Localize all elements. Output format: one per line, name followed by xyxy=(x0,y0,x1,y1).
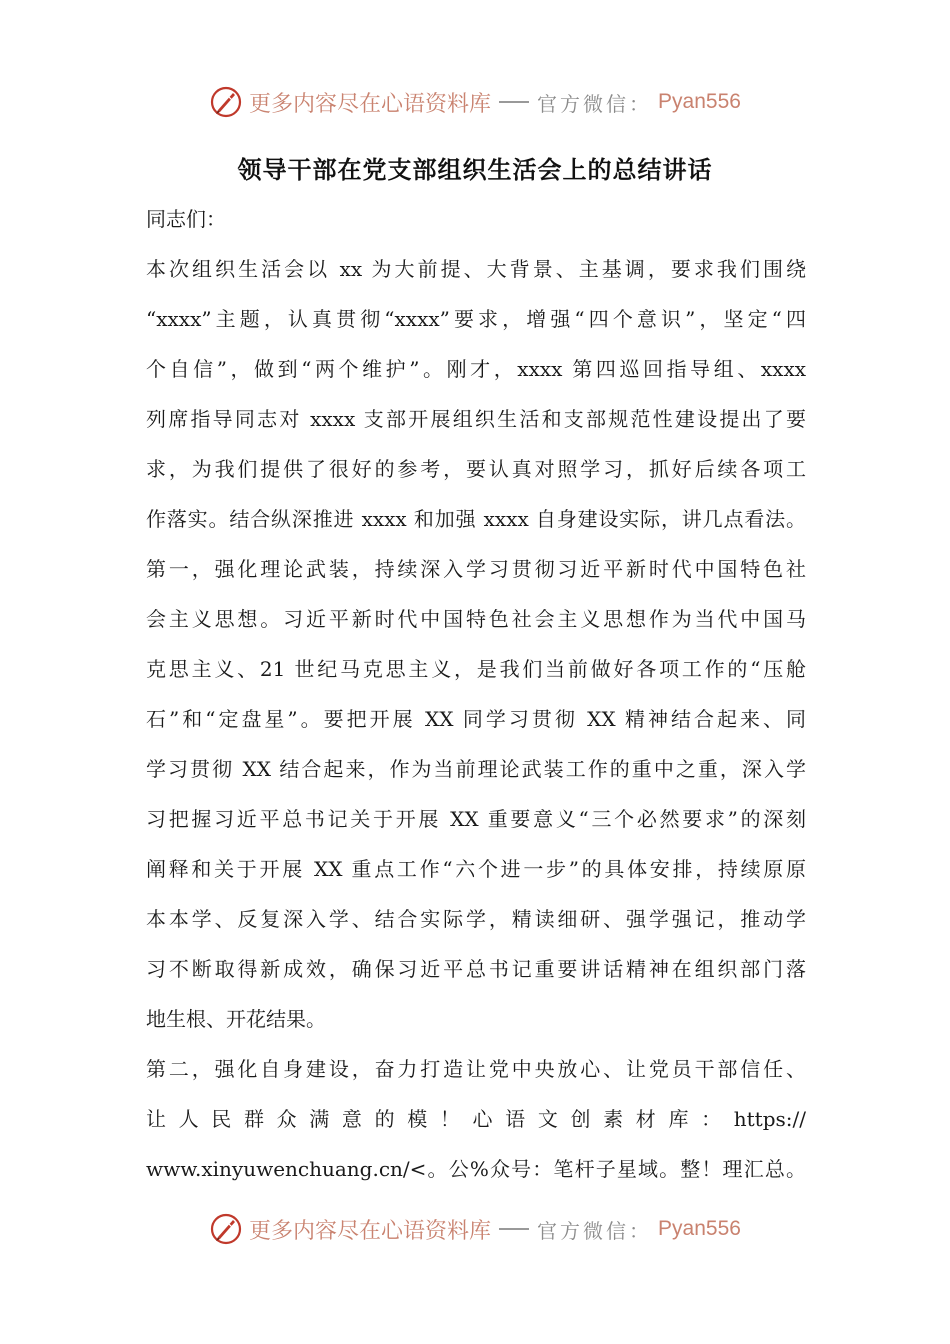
banner-brand-text: 更多内容尽在心语资料库 xyxy=(249,1218,492,1244)
banner-divider xyxy=(499,1228,529,1230)
quill-pen-logo-icon xyxy=(209,85,243,119)
body-line: 让人民群众满意的模！心语文创素材库：https:// xyxy=(146,1107,806,1131)
body-line: 个自信”，做到“两个维护”。刚才，xxxx 第四巡回指导组、xxxx xyxy=(146,357,806,381)
document-title: 领导干部在党支部组织生活会上的总结讲话 xyxy=(237,156,713,184)
body-line: 求，为我们提供了很好的参考，要认真对照学习，抓好后续各项工 xyxy=(146,457,806,481)
body-line: 本本学、反复深入学、结合实际学，精读细研、强学强记，推动学 xyxy=(146,907,806,931)
banner-divider xyxy=(499,101,529,103)
body-line: 列席指导同志对 xxxx 支部开展组织生活和支部规范性建设提出了要 xyxy=(146,407,806,431)
banner-brand-text: 更多内容尽在心语资料库 xyxy=(249,91,492,117)
body-line: 习不断取得新成效，确保习近平总书记重要讲话精神在组织部门落 xyxy=(146,957,806,981)
quill-pen-logo-icon xyxy=(209,1212,243,1246)
footer-banner xyxy=(0,1209,950,1249)
body-line: www.xinyuwenchuang.cn/<。公%众号：笔杆子星域。整！理汇总。 xyxy=(146,1157,806,1181)
banner-wechat-label: 官方微信： xyxy=(537,1218,653,1243)
body-line: 阐释和关于开展 XX 重点工作“六个进一步”的具体安排，持续原原 xyxy=(146,857,806,881)
header-banner xyxy=(0,82,950,122)
body-line: 作落实。结合纵深推进 xxxx 和加强 xxxx 自身建设实际，讲几点看法。 xyxy=(146,507,806,531)
body-line: 习把握习近平总书记关于开展 XX 重要意义“三个必然要求”的深刻 xyxy=(146,807,806,831)
body-line: 克思主义、21 世纪马克思主义，是我们当前做好各项工作的“压舱 xyxy=(146,657,806,681)
body-line: 会主义思想。习近平新时代中国特色社会主义思想作为当代中国马 xyxy=(146,607,806,631)
body-line: 地生根、开花结果。 xyxy=(146,1007,326,1031)
body-line: 第一，强化理论武装，持续深入学习贯彻习近平新时代中国特色社 xyxy=(146,557,806,581)
document-body xyxy=(146,196,806,1196)
banner-wechat-id: Pyan556 xyxy=(658,90,741,113)
body-line: 同志们： xyxy=(146,207,226,231)
body-line: 学习贯彻 XX 结合起来，作为当前理论武装工作的重中之重，深入学 xyxy=(146,757,806,781)
body-line: 石”和“定盘星”。要把开展 XX 同学习贯彻 XX 精神结合起来、同 xyxy=(146,707,806,731)
banner-wechat-id: Pyan556 xyxy=(658,1217,741,1240)
body-line: “xxxx”主题，认真贯彻“xxxx”要求，增强“四个意识”，坚定“四 xyxy=(146,307,806,331)
body-line: 第二，强化自身建设，奋力打造让党中央放心、让党员干部信任、 xyxy=(146,1057,806,1081)
banner-wechat-label: 官方微信： xyxy=(537,91,653,116)
body-line: 本次组织生活会以 xx 为大前提、大背景、主基调，要求我们围绕 xyxy=(146,257,806,281)
